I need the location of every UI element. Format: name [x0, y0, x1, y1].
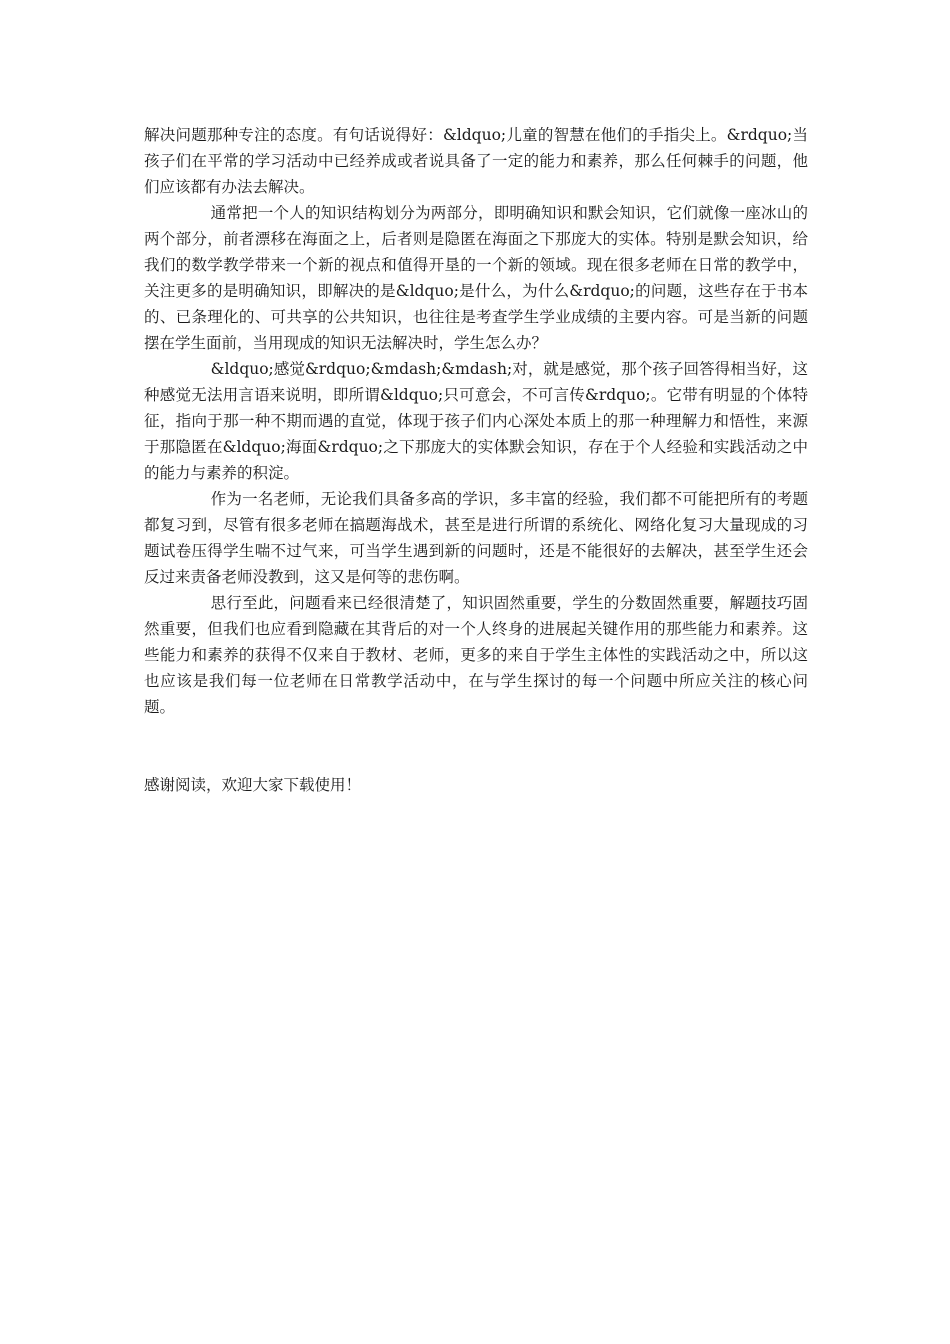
- paragraph-5: 思行至此，问题看来已经很清楚了，知识固然重要，学生的分数固然重要，解题技巧固然重要，但我们也应看到隐藏在其背后的对一个人终身的进展起关键作用的那些能力和素养。这些能力和素养的获得不仅来自于教材、老师，更多的来自于学生主体性的实践活动之中，所以这也应该是我们每一位老师在日常教学活动中，在与学生探讨的每一个问题中所应关注的核心问题。: [144, 594, 808, 716]
- document-body: [144, 122, 808, 720]
- paragraph-4: 作为一名老师，无论我们具备多高的学识，多丰富的经验，我们都不可能把所有的考题都复习到，尽管有很多老师在搞题海战术，甚至是进行所谓的系统化、网络化复习大量现成的习题试卷压得学生喘不过气来，可当学生遇到新的问题时，还是不能很好的去解决，甚至学生还会反过来责备老师没教到，这又是何等的悲伤啊。: [144, 490, 808, 586]
- paragraph-3: &ldquo;感觉&rdquo;&mdash;&mdash;对，就是感觉，那个孩子回答得相当好，这种感觉无法用言语来说明，即所谓&ldquo;只可意会，不可言传&rdquo;。它带有明显的个体特征，指向于那一种不期而遇的直觉，体现于孩子们内心深处本质上的那一种理解力和悟性，来源于那隐匿在&ldquo;海面&rdquo;之下那庞大的实体默会知识，存在于个人经验和实践活动之中的能力与素养的积淀。: [144, 360, 808, 482]
- closing-note: 感谢阅读，欢迎大家下载使用！: [144, 776, 362, 794]
- paragraph-2: 通常把一个人的知识结构划分为两部分，即明确知识和默会知识，它们就像一座冰山的两个部分，前者漂移在海面之上，后者则是隐匿在海面之下那庞大的实体。特别是默会知识，给我们的数学教学带来一个新的视点和值得开垦的一个新的领域。现在很多老师在日常的教学中，关注更多的是明确知识，即解决的是&ldquo;是什么，为什么&rdquo;的问题，这些存在于书本的、已条理化的、可共享的公共知识，也往往是考查学生学业成绩的主要内容。可是当新的问题摆在学生面前，当用现成的知识无法解决时，学生怎么办？: [144, 204, 808, 352]
- paragraph-1: 解决问题那种专注的态度。有句话说得好：&ldquo;儿童的智慧在他们的手指尖上。&rdquo;当孩子们在平常的学习活动中已经养成或者说具备了一定的能力和素养，那么任何棘手的问题，他们应该都有办法去解决。: [144, 126, 808, 196]
